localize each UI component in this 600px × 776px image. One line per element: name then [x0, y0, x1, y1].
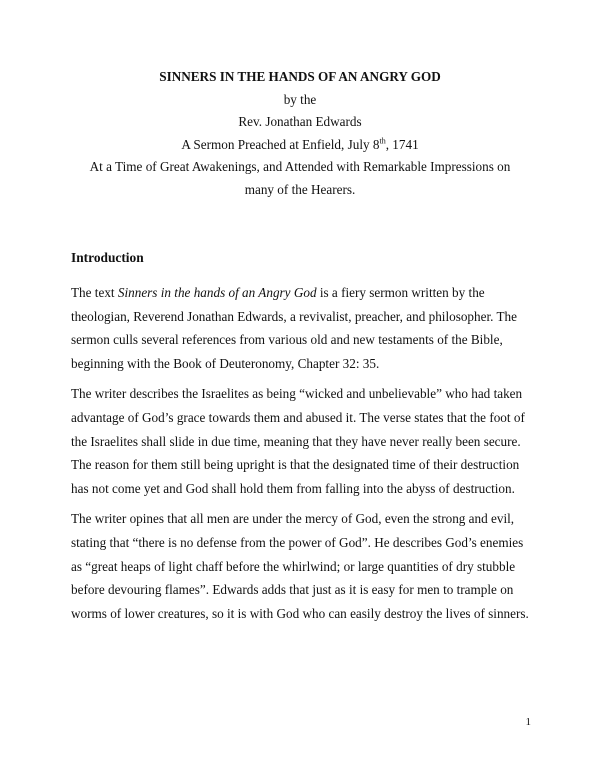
paragraph-3: The writer opines that all men are under the mercy of God, even the strong and evil, stating that “there is no defense from the power of God”. He describes God’s enemies as “great heaps of light chaff before the whirlwind; or large quantities of dry stubble before devouring flames”. Edwards adds that just as it is easy for men to trample on worms of lower creatures, so it is with God who can easily destroy the lives of sinners. [71, 511, 529, 621]
author-name: Rev. Jonathan Edwards [238, 114, 362, 129]
page-number: 1 [525, 716, 531, 728]
paragraph-1-prefix: The text [71, 285, 118, 300]
section-heading: Introduction [71, 250, 144, 265]
subtitle-line-1: At a Time of Great Awakenings, and Attended with Remarkable Impressions on [89, 159, 511, 174]
paragraph-2: The writer describes the Israelites as being “wicked and unbelievable” who had taken advantage of God’s grace towards them and abused it. The verse states that the foot of the Israelites shall slide in due time, meaning that they have never really been secure. The reason for them still being upright is that the designated time of their destruction has not come yet and God shall hold them from falling into the abyss of destruction. [71, 386, 525, 496]
subtitle-line-2: many of the Hearers. [244, 181, 356, 197]
paragraph-1 [71, 281, 529, 375]
body-text [71, 281, 529, 632]
sermon-prefix: A Sermon Preached at Enfield, July 8 [181, 136, 380, 152]
title-block [40, 66, 560, 201]
sermon-line [40, 134, 560, 157]
byline: by the [283, 91, 317, 107]
ordinal-suffix: th [379, 136, 386, 146]
sermon-year: , 1741 [385, 136, 419, 152]
document-title: SINNERS IN THE HANDS OF AN ANGRY GOD [159, 69, 441, 84]
paragraph-1-rest: is a fiery sermon written by the theologian, Reverend Jonathan Edwards, a revivalist, preacher, and philosopher. The sermon culls several references from various old and new testaments of the Bible, beginning with the Book of Deuteronomy, Chapter 32: 35. [71, 285, 517, 371]
sermon-title-italic: Sinners in the hands of an Angry God [117, 285, 317, 300]
